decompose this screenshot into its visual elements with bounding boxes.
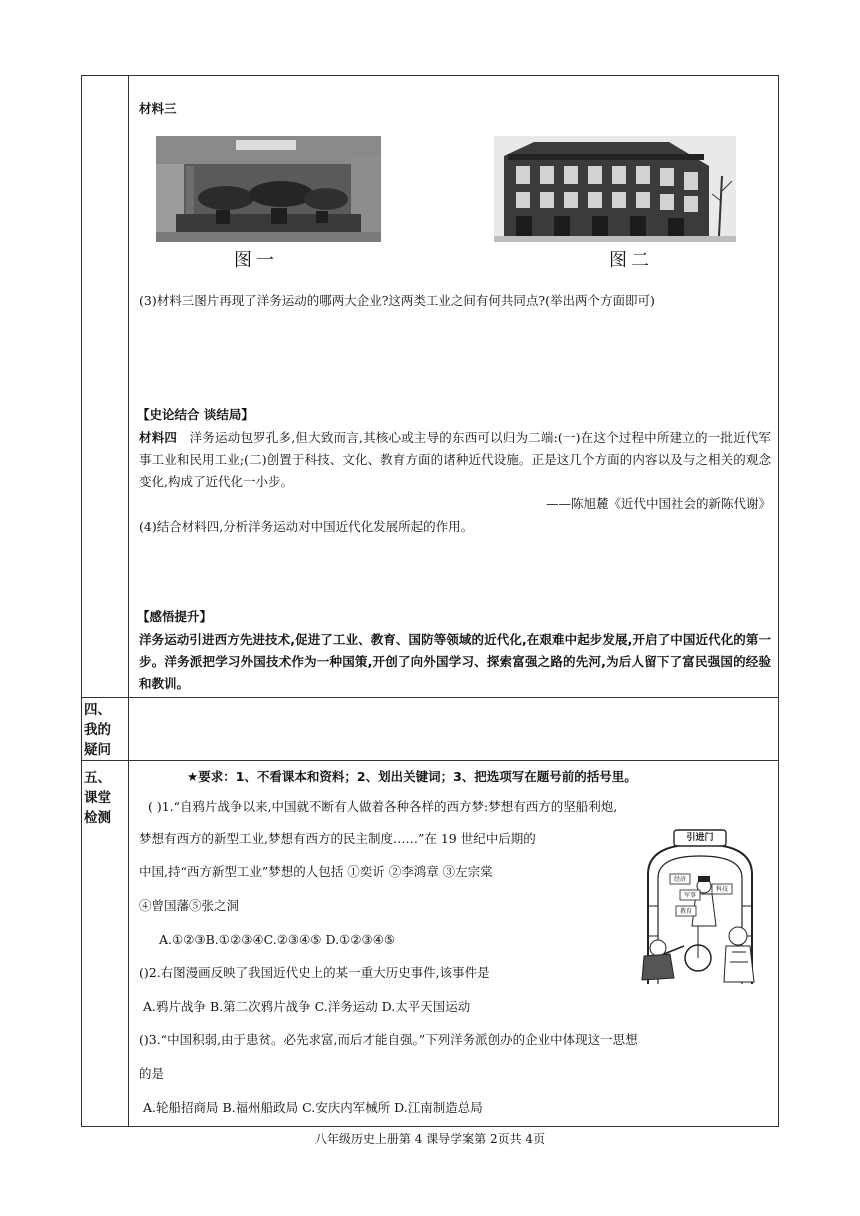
question-1-line-4: ④曾国藩⑤张之洞 [139,898,240,913]
cartoon-tag: 经济 [673,876,686,883]
question-1-line-2: 梦想有西方的新型工业,梦想有西方的民主制度……”在 19 世纪中后期的 [139,831,536,846]
cartoon-tag: 科技 [715,886,728,893]
test-requirement: ★要求：1、不看课本和资料；2、划出关键词；3、把选项写在题号前的括号里。 [187,769,637,784]
cartoon-banner: 引进门 [686,833,714,843]
question-3: (3)材料三图片再现了洋务运动的哪两大企业?这两类工业之间有何共同点?(举出两个方面即可) [139,293,655,308]
insight-paragraph: 洋务运动引进西方先进技术,促进了工业、教育、国防等领域的近代化,在艰难中起步发展,开启了中国近代化的第一步。洋务派把学习外国技术作为一种国策,开创了向外国学习、探索富强之路的先河,为后人留下了富民强国的经验和教训。 [139,632,771,691]
question-2: ()2.右图漫画反映了我国近代史上的某一重大历史事件,该事件是 [139,965,490,980]
section-header-insight: 【感悟提升】 [137,609,213,624]
cartoon-tag: 军事 [683,892,696,899]
question-1-options: A.①②③B.①②③④C.②③④⑤ D.①②③④⑤ [159,932,396,947]
cartoon-illustration [634,826,766,986]
row-divider-4 [81,697,779,698]
figure-1-photo [156,136,381,242]
question-1-line-3: 中国,持“西方新型工业”梦想的人包括 ①奕䜣 ②李鸿章 ③左宗棠 [139,864,493,879]
cartoon-drawing [634,826,766,986]
material4-label: 材料四 [139,430,178,445]
cartoon-tag: 教育 [679,908,692,915]
question-4: (4)结合材料四,分析洋务运动对中国近代化发展所起的作用。 [139,519,474,534]
material4-source: ——陈旭麓《近代中国社会的新陈代谢》 [545,496,771,511]
section-header-history: 【史论结合 谈结局】 [137,407,254,422]
question-2-options: A.鸦片战争 B.第二次鸦片战争 C.洋务运动 D.太平天国运动 [143,999,471,1014]
row5-label: 五、 课堂 检测 [84,770,111,826]
table-column-divider [128,75,129,1127]
question-3-line-1: ()3.“中国积弱,由于患贫。必先求富,而后才能自强。”下列洋务派创办的企业中体现这一思想 [139,1032,638,1047]
material3-title: 材料三 [139,101,177,116]
question-3-options: A.轮船招商局 B.福州船政局 C.安庆内军械所 D.江南制造总局 [143,1100,483,1115]
page-footer: 八年级历史上册第 4 课导学案第 2页共 4页 [314,1132,546,1146]
figure-2-photo [494,136,736,242]
material4-paragraph [139,427,771,493]
figure-1-caption: 图一 [234,250,278,271]
question-3-line-2: 的是 [139,1066,165,1081]
question-1-line-1: ( )1.“自鸦片战争以来,中国就不断有人做着各种各样的西方梦:梦想有西方的坚船利炮, [148,799,618,814]
figure-2-caption: 图二 [609,250,653,271]
row-divider-5 [81,760,779,761]
row4-label: 四、 我的 疑问 [84,702,111,758]
material4-text: 洋务运动包罗孔多,但大致而言,其核心或主导的东西可以归为二端:(一)在这个过程中所建立的一批近代军事工业和民用工业;(二)创置于科技、文化、教育方面的诸种近代设施。正是这几个方面的内容以及与之相关的观念变化,构成了近代化一小步。 [139,430,771,489]
